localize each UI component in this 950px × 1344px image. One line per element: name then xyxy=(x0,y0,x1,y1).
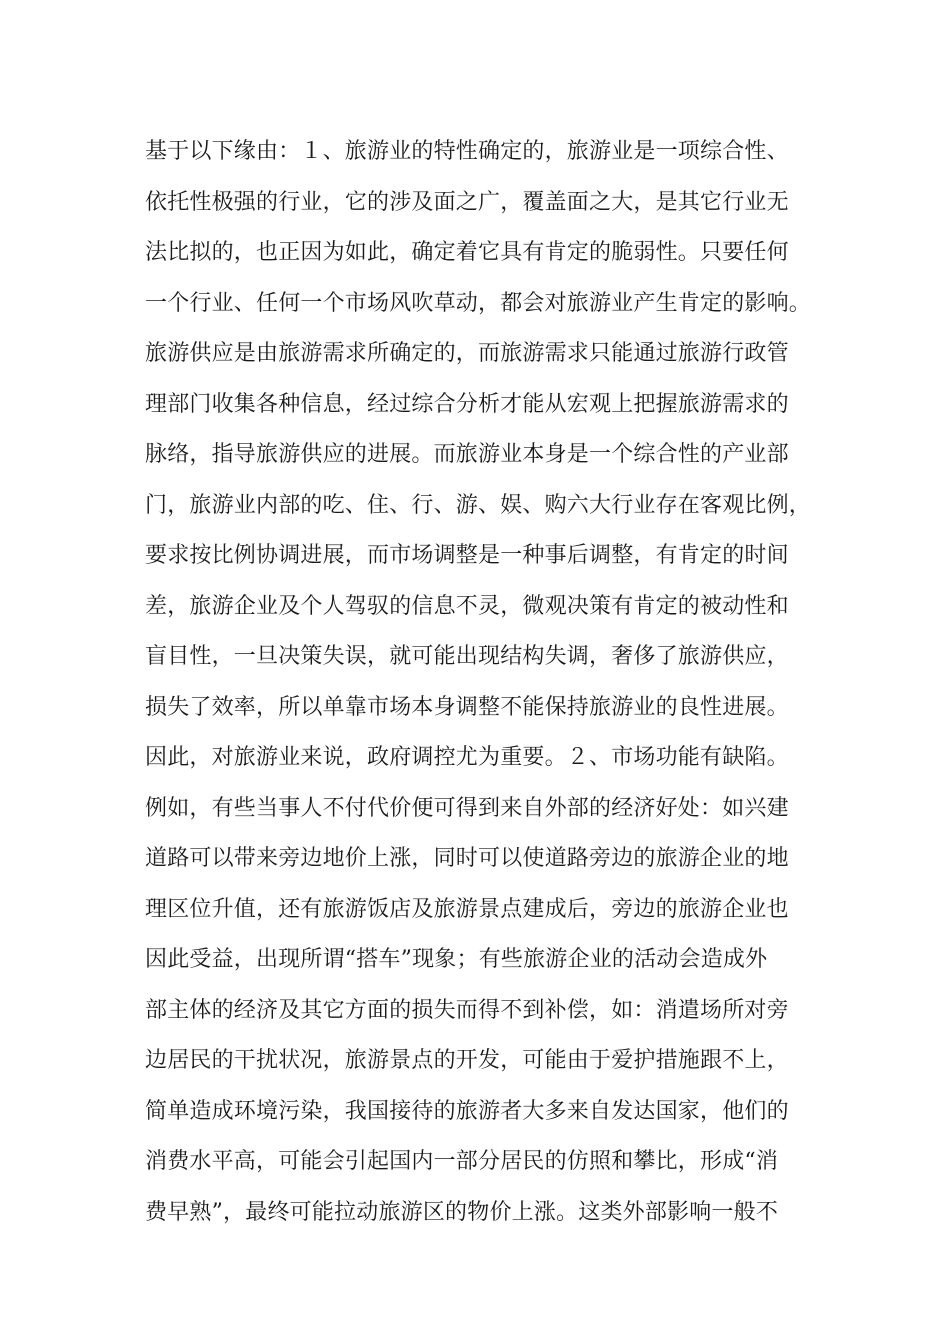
text-line: 理部门收集各种信息，经过综合分析才能从宏观上把握旅游需求的 xyxy=(145,391,789,417)
text-line: 简单造成环境污染，我国接待的旅游者大多来自发达国家，他们的 xyxy=(145,1098,789,1124)
text-line: 部主体的经济及其它方面的损失而得不到补偿，如：消遣场所对旁 xyxy=(145,997,789,1023)
text-line: 一个行业、任何一个市场风吹草动，都会对旅游业产生肯定的影响。 xyxy=(145,290,812,316)
text-line: 依托性极强的行业，它的涉及面之广，覆盖面之大，是其它行业无 xyxy=(145,189,789,215)
text-line: 费早熟”，最终可能拉动旅游区的物价上涨。这类外部影响一般不 xyxy=(145,1199,779,1225)
text-line: 边居民的干扰状况，旅游景点的开发，可能由于爱护措施跟不上， xyxy=(145,1048,789,1073)
text-line: 基于以下缘由：１、旅游业的特性确定的，旅游业是一项综合性、 xyxy=(145,139,789,164)
text-line: 道路可以带来旁边地价上涨，同时可以使道路旁边的旅游企业的地 xyxy=(145,846,789,871)
text-line: 消费水平高，可能会引起国内一部分居民的仿照和攀比，形成“消 xyxy=(145,1149,779,1174)
body-paragraph xyxy=(145,134,845,1245)
text-line: 例如，有些当事人不付代价便可得到来自外部的经济好处：如兴建 xyxy=(145,795,789,821)
text-line: 脉络，指导旅游供应的进展。而旅游业本身是一个综合性的产业部 xyxy=(145,442,789,467)
text-line: 因此，对旅游业来说，政府调控尤为重要。２、市场功能有缺陷。 xyxy=(145,745,789,770)
text-line: 因此受益，出现所谓“搭车”现象；有些旅游企业的活动会造成外 xyxy=(145,947,768,972)
text-line: 损失了效率，所以单靠市场本身调整不能保持旅游业的良性进展。 xyxy=(145,694,789,720)
text-line: 要求按比例协调进展，而市场调整是一种事后调整，有肯定的时间 xyxy=(145,543,789,568)
text-line: 差，旅游企业及个人驾驭的信息不灵，微观决策有肯定的被动性和 xyxy=(145,593,789,619)
text-line: 旅游供应是由旅游需求所确定的，而旅游需求只能通过旅游行政管 xyxy=(145,341,789,366)
text-line: 理区位升值，还有旅游饭店及旅游景点建成后，旁边的旅游企业也 xyxy=(145,896,789,922)
text-line: 法比拟的，也正因为如此，确定着它具有肯定的脆弱性。只要任何 xyxy=(145,240,789,265)
text-line: 盲目性，一旦决策失误，就可能出现结构失调，奢侈了旅游供应， xyxy=(145,644,789,669)
text-line: 门，旅游业内部的吃、住、行、游、娱、购六大行业存在客观比例， xyxy=(145,492,812,518)
